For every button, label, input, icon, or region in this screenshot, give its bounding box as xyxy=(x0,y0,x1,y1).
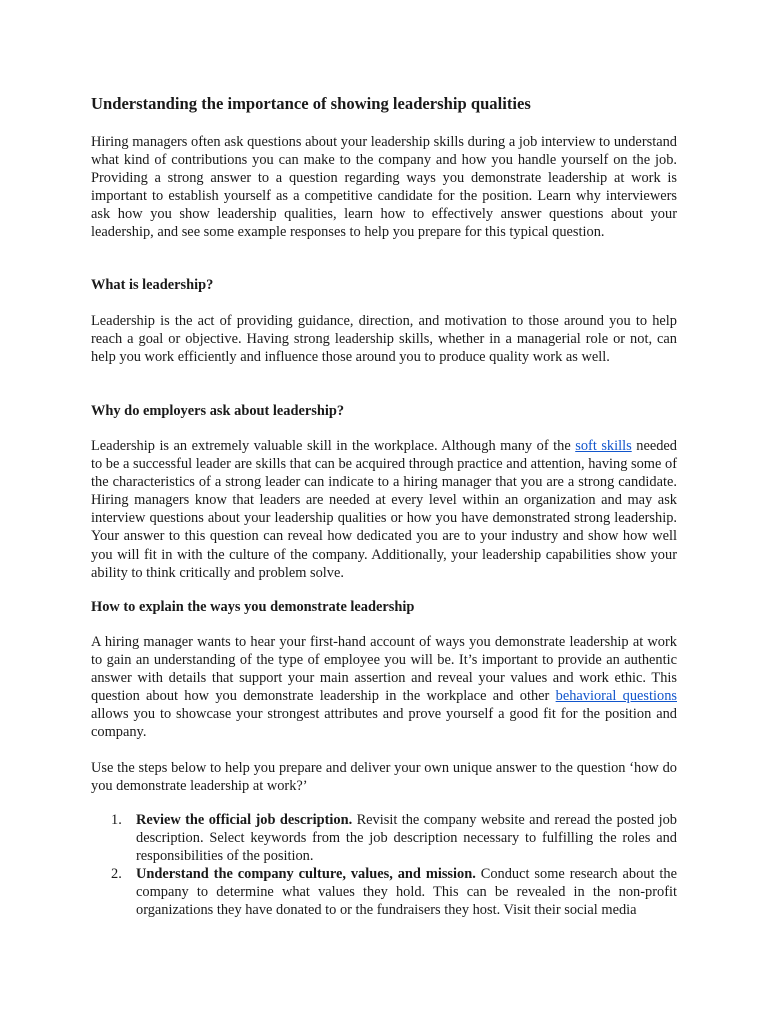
intro-paragraph: Hiring managers often ask questions about your leadership skills during a job interview to understand what kind of contributions you can make to the company and how you handle yourself on the job. Providing a strong answer to a question regarding ways you demonstrate leadership at work is important to establish yourself as a competitive candidate for the position. Learn why interviewers ask how you show leadership qualities, learn how to effectively answer questions about your leadership, and see some example responses to help you prepare for this typical question. xyxy=(91,134,677,241)
body-text: A hiring manager wants to hear your first-hand account of ways you demonstrate leadership at work to gain an understanding of the type of employee you will be. It’s important to provide an authentic answer with details that support your main assertion and reveal your values and work ethic. This question about how you demonstrate leadership in the workplace and other xyxy=(91,634,677,705)
page-title: Understanding the importance of showing leadership qualities xyxy=(91,94,531,113)
body-text: Leadership is an extremely valuable skill in the workplace. Although many of the xyxy=(91,438,576,454)
list-item-text: Conduct some research about the company to determine what values they hold. This can be revealed in the non-profit organizations they have donated to or the fundraisers they host. Visit their social media xyxy=(136,866,677,919)
list-item-bold-lead: Understand the company culture, values, and mission. xyxy=(136,866,476,883)
behavioral-questions-link[interactable]: behavioral questions xyxy=(555,688,677,705)
soft-skills-link[interactable]: soft skills xyxy=(575,438,632,454)
section-body-how-to-explain xyxy=(91,633,677,742)
list-item-number: 1. xyxy=(111,812,122,828)
section-heading-how-to-explain: How to explain the ways you demonstrate leadership xyxy=(91,599,415,615)
list-item-number: 2. xyxy=(111,866,122,883)
section-body-why-employers-ask xyxy=(91,437,677,582)
section-heading-what-is-leadership: What is leadership? xyxy=(91,277,214,293)
list-item xyxy=(91,865,677,919)
section-body-what-is-leadership: Leadership is the act of providing guidance, direction, and motivation to those around you to help reach a goal or objective. Having strong leadership skills, whether in a managerial role or not, can help you work efficiently and influence those around you to produce quality work as well. xyxy=(91,313,677,366)
list-item-bold-lead: Review the official job description. xyxy=(136,812,353,828)
section-heading-why-employers-ask: Why do employers ask about leadership? xyxy=(91,403,345,419)
body-text: needed to be a successful leader are skills that can be acquired through practice and attention, having some of the characteristics of a strong leader can indicate to a hiring manager that you are a strong candidate. Hiring managers know that leaders are needed at every level within an organization and may ask interview questions about your leadership qualities or how you have demonstrated strong leadership. Your answer to this question can reveal how dedicated you are to your industry and show how well you will fit in with the culture of the company. Additionally, your leadership capabilities show your ability to think critically and problem solve. xyxy=(91,438,677,581)
steps-list xyxy=(91,811,677,920)
list-item-text: Revisit the company website and reread the posted job description. Select keywords from the job description necessary to fulfilling the roles and responsibilities of the position. xyxy=(136,812,677,865)
steps-intro-paragraph: Use the steps below to help you prepare and deliver your own unique answer to the question ‘how do you demonstrate leadership at work?’ xyxy=(91,760,677,795)
list-item xyxy=(91,811,677,865)
body-text: allows you to showcase your strongest attributes and prove yourself a good fit for the position and company. xyxy=(91,706,677,741)
